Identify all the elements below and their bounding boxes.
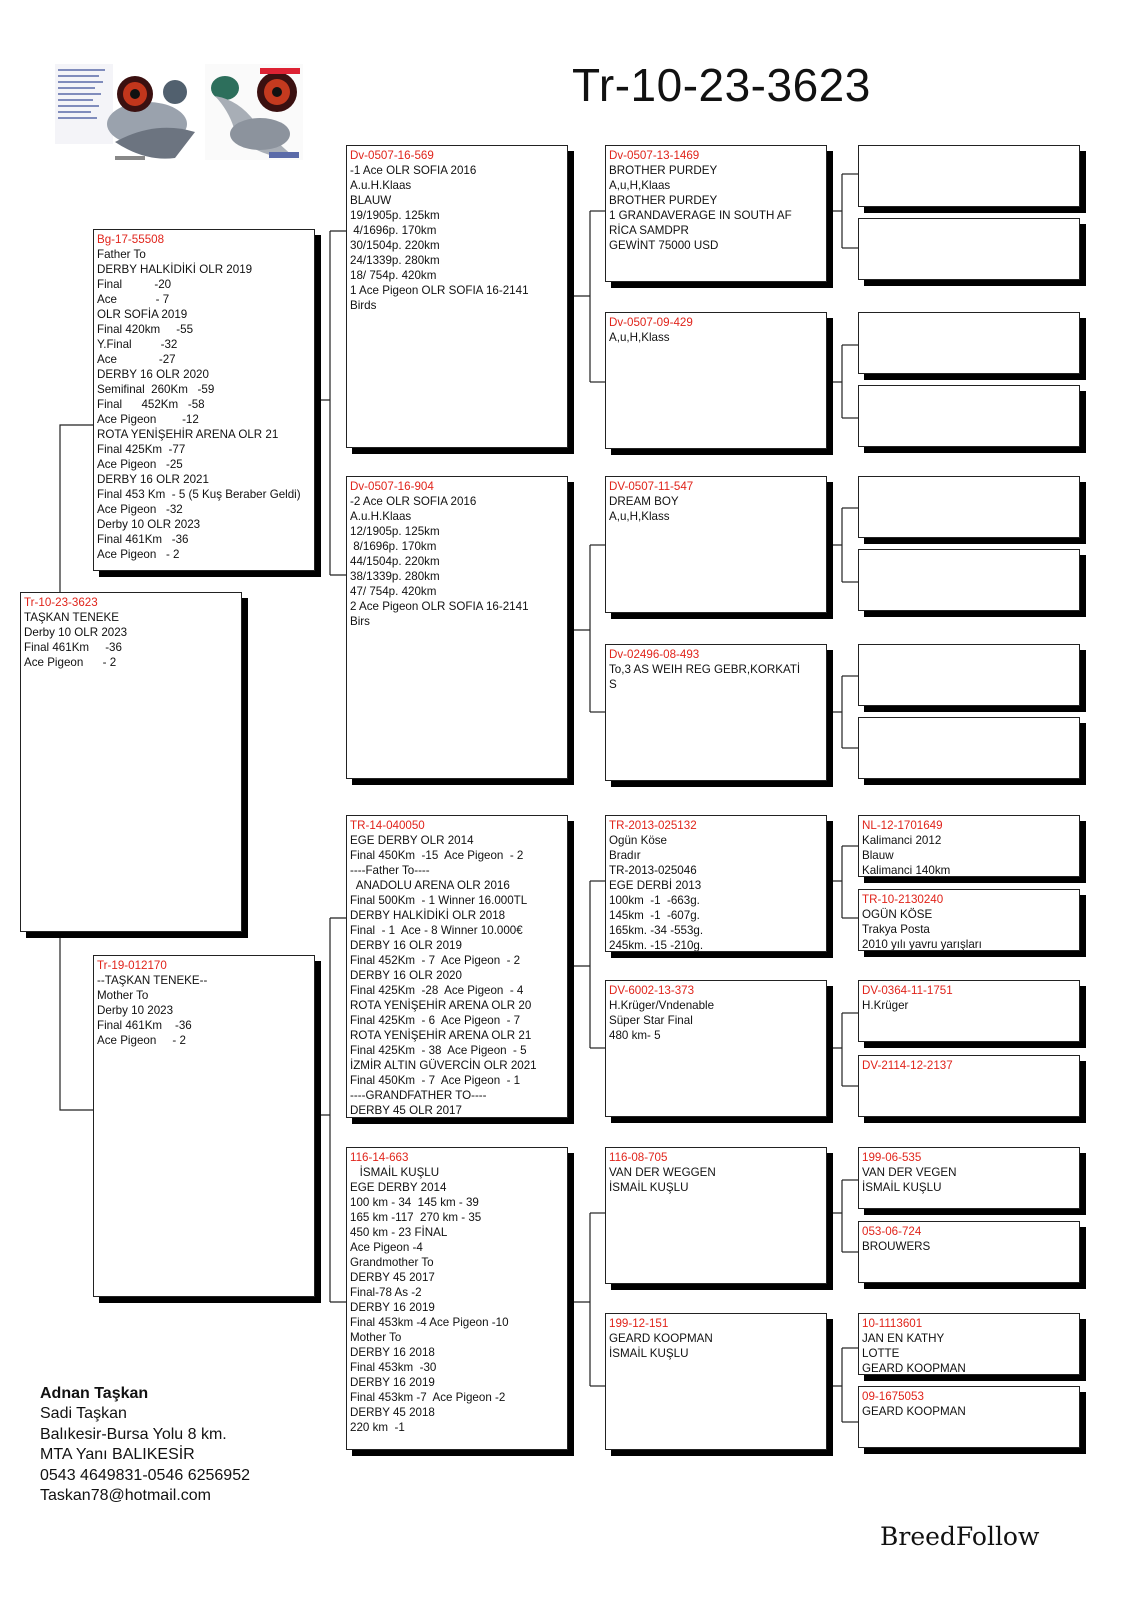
pedigree-line: Kalimanci 140km xyxy=(862,864,951,877)
pedigree-line: Ace Pigeon -32 xyxy=(97,503,183,516)
pedigree-line: Y.Final -32 xyxy=(97,338,178,351)
pedigree-line: Final 452Km -58 xyxy=(97,398,205,411)
pedigree-line: ROTA YENİŞEHİR ARENA OLR 20 xyxy=(350,999,532,1012)
pedigree-line: Ace - 7 xyxy=(97,293,170,306)
pedigree-line: Ace Pigeon -4 xyxy=(350,1241,423,1254)
pedigree-box-sire-dam[interactable] xyxy=(346,476,568,779)
pedigree-line: 44/1504p. 220km xyxy=(350,555,440,568)
pedigree-line: A,u,H,Klass xyxy=(609,331,670,344)
pedigree-line: Derby 10 OLR 2023 xyxy=(97,518,201,531)
pedigree-box-sire-sire-sire[interactable] xyxy=(605,145,827,282)
pedigree-box-subject[interactable] xyxy=(20,592,242,932)
pedigree-line: Final 450Km -15 Ace Pigeon - 2 xyxy=(350,849,524,862)
pedigree-line: ANADOLU ARENA OLR 2016 xyxy=(350,879,510,892)
pedigree-line: DERBY HALKİDİKİ OLR 2019 xyxy=(97,263,253,276)
pedigree-line: İSMAİL KUŞLU xyxy=(350,1166,440,1179)
pedigree-line: LOTTE xyxy=(862,1347,900,1360)
pedigree-box-sire[interactable] xyxy=(93,229,315,571)
ring-number: 199-12-151 xyxy=(609,1317,669,1330)
pedigree-line: 19/1905p. 125km xyxy=(350,209,440,222)
pedigree-line: DERBY 16 OLR 2020 xyxy=(350,969,462,982)
pedigree-line: Semifinal 260Km -59 xyxy=(97,383,215,396)
pedigree-line: DERBY 16 2019 xyxy=(350,1376,435,1389)
pedigree-line: 18/ 754p. 420km xyxy=(350,269,437,282)
ring-number: Dv-0507-09-429 xyxy=(609,316,693,329)
pedigree-box-dam-sire[interactable] xyxy=(346,815,568,1118)
pedigree-line: DERBY HALKİDİKİ OLR 2018 xyxy=(350,909,506,922)
pedigree-line: Ace Pigeon -12 xyxy=(97,413,199,426)
ring-number: 116-08-705 xyxy=(609,1151,668,1164)
pedigree-line: TAŞKAN TENEKE xyxy=(24,611,119,624)
pedigree-box-gen5-3[interactable] xyxy=(858,312,1080,374)
ring-number: 199-06-535 xyxy=(862,1151,922,1164)
pedigree-line: İSMAİL KUŞLU xyxy=(609,1181,689,1194)
pedigree-box-gen5-4[interactable] xyxy=(858,385,1080,447)
ring-number: DV-6002-13-373 xyxy=(609,984,695,997)
pedigree-line: RİCA SAMDPR xyxy=(609,224,689,237)
pedigree-line: --TAŞKAN TENEKE-- xyxy=(97,974,208,987)
pedigree-line: Final 461Km -36 xyxy=(97,1019,192,1032)
pedigree-box-sire-sire[interactable] xyxy=(346,145,568,448)
pedigree-line: EGE DERBY OLR 2014 xyxy=(350,834,474,847)
pedigree-line: OGÜN KÖSE xyxy=(862,908,933,921)
pedigree-line: 2 Ace Pigeon OLR SOFIA 16-2141 xyxy=(350,600,529,613)
pedigree-line: 245km. -15 -210g. xyxy=(609,939,704,952)
pedigree-box-dam-sire-dam-sire[interactable] xyxy=(858,980,1080,1042)
pedigree-line: To,3 AS WEIH REG GEBR,KORKATİ xyxy=(609,663,801,676)
pedigree-line: DERBY 45 2018 xyxy=(350,1406,435,1419)
pedigree-line: TR-2013-025046 xyxy=(609,864,697,877)
pedigree-line: Ace -27 xyxy=(97,353,176,366)
pedigree-line: Ace Pigeon -25 xyxy=(97,458,183,471)
owner-phone: 0543 4649831-0546 6256952 xyxy=(40,1466,250,1484)
pedigree-line: Birs xyxy=(350,615,370,628)
pedigree-box-dam-sire-dam[interactable] xyxy=(605,980,827,1117)
pedigree-line: DERBY 16 2019 xyxy=(350,1301,435,1314)
pedigree-box-gen5-6[interactable] xyxy=(858,549,1080,611)
pedigree-line: A,u,H,Klaas xyxy=(609,179,671,192)
pedigree-box-gen5-8[interactable] xyxy=(858,717,1080,779)
pedigree-line: İSMAİL KUŞLU xyxy=(862,1181,942,1194)
pedigree-line: GEWİNT 75000 USD xyxy=(609,239,719,252)
pedigree-line: Final 453 Km - 5 (5 Kuş Beraber Geldi) xyxy=(97,488,301,501)
pedigree-line: Kalimanci 2012 xyxy=(862,834,942,847)
owner-contact xyxy=(40,1384,250,1506)
owner-line: Balıkesir-Bursa Yolu 8 km. xyxy=(40,1425,227,1443)
ring-number: Tr-10-23-3623 xyxy=(24,596,98,609)
pedigree-line: A.u.H.Klaas xyxy=(350,179,412,192)
pedigree-box-dam-dam-sire[interactable] xyxy=(605,1147,827,1284)
ring-number: DV-0507-11-547 xyxy=(609,480,694,493)
pedigree-line: GEARD KOOPMAN xyxy=(862,1405,966,1418)
pedigree-line: 47/ 754p. 420km xyxy=(350,585,437,598)
pedigree-box-sire-sire-dam[interactable] xyxy=(605,312,827,449)
pedigree-line: 30/1504p. 220km xyxy=(350,239,440,252)
pedigree-line: Trakya Posta xyxy=(862,923,930,936)
page-title: Tr-10-23-3623 xyxy=(572,59,871,111)
pedigree-line: Final 461Km -36 xyxy=(24,641,122,654)
pedigree-line: H.Krüger/Vndenable xyxy=(609,999,715,1012)
pedigree-line: Final - 1 Ace - 8 Winner 10.000€ xyxy=(350,924,523,937)
pedigree-line: Final 425Km - 6 Ace Pigeon - 7 xyxy=(350,1014,521,1027)
pedigree-line: A,u,H,Klass xyxy=(609,510,670,523)
pedigree-line: -2 Ace OLR SOFIA 2016 xyxy=(350,495,477,508)
pedigree-line: Mother To xyxy=(97,989,149,1002)
ring-number: 09-1675053 xyxy=(862,1390,924,1403)
pedigree-line: Final 425Km -77 xyxy=(97,443,186,456)
ring-number: Dv-02496-08-493 xyxy=(609,648,700,661)
pedigree-line: ROTA YENİŞEHİR ARENA OLR 21 xyxy=(97,428,279,441)
pedigree-box-dam-sire-sire-sire[interactable] xyxy=(858,815,1080,877)
pedigree-line: 165km. -34 -553g. xyxy=(609,924,704,937)
pedigree-box-dam-sire-sire[interactable] xyxy=(605,815,827,952)
pedigree-line: Bradır xyxy=(609,849,641,862)
pedigree-line: Final -20 xyxy=(97,278,172,291)
pedigree-line: A.u.H.Klaas xyxy=(350,510,412,523)
pedigree-line: İZMİR ALTIN GÜVERCİN OLR 2021 xyxy=(350,1059,537,1072)
ring-number: Dv-0507-16-904 xyxy=(350,480,434,493)
pedigree-line: 165 km -117 270 km - 35 xyxy=(350,1211,482,1224)
pedigree-box-dam-sire-sire-dam[interactable] xyxy=(858,889,1080,951)
pedigree-line: Ace Pigeon - 2 xyxy=(97,548,180,561)
pedigree-line: Final 461Km -36 xyxy=(97,533,189,546)
ring-number: Dv-0507-13-1469 xyxy=(609,149,700,162)
pedigree-box-dam-dam-dam-dam[interactable] xyxy=(858,1386,1080,1448)
pedigree-line: Final 453km -7 Ace Pigeon -2 xyxy=(350,1391,506,1404)
pedigree-box-dam-dam[interactable] xyxy=(346,1147,568,1450)
owner-line: Sadi Taşkan xyxy=(40,1405,127,1423)
pedigree-line: GEARD KOOPMAN xyxy=(862,1362,966,1375)
pedigree-line: 220 km -1 xyxy=(350,1421,405,1434)
pedigree-box-dam-dam-sire-dam[interactable] xyxy=(858,1221,1080,1283)
pedigree-line: DERBY 45 OLR 2017 xyxy=(350,1104,462,1117)
pedigree-box-gen5-7[interactable] xyxy=(858,644,1080,706)
pedigree-line: DERBY 16 OLR 2021 xyxy=(97,473,209,486)
pedigree-line: GEARD KOOPMAN xyxy=(609,1332,713,1345)
pedigree-line: Final 425Km - 38 Ace Pigeon - 5 xyxy=(350,1044,527,1057)
pedigree-line: Grandmother To xyxy=(350,1256,434,1269)
pedigree-box-dam-dam-dam-sire[interactable] xyxy=(858,1313,1080,1375)
ring-number: NL-12-1701649 xyxy=(862,819,943,832)
pedigree-line: BROUWERS xyxy=(862,1240,931,1253)
pedigree-line: S xyxy=(609,678,617,691)
pedigree-line: DERBY 16 OLR 2019 xyxy=(350,939,462,952)
pedigree-line: ----GRANDFATHER TO---- xyxy=(350,1089,487,1102)
pedigree-line: Final 500Km - 1 Winner 16.000TL xyxy=(350,894,528,907)
ring-number: Tr-19-012170 xyxy=(97,959,167,972)
pedigree-box-gen5-2[interactable] xyxy=(858,218,1080,280)
pedigree-line: DERBY 45 2017 xyxy=(350,1271,435,1284)
ring-number: Dv-0507-16-569 xyxy=(350,149,434,162)
pedigree-line: VAN DER VEGEN xyxy=(862,1166,957,1179)
pedigree-box-dam-dam-dam[interactable] xyxy=(605,1313,827,1450)
pedigree-line: 38/1339p. 280km xyxy=(350,570,440,583)
pedigree-line: ----Father To---- xyxy=(350,864,430,877)
pedigree-line: 1 Ace Pigeon OLR SOFIA 16-2141 xyxy=(350,284,529,297)
owner-line: MTA Yanı BALIKESİR xyxy=(40,1446,195,1464)
pedigree-line: 8/1696p. 170km xyxy=(350,540,437,553)
pedigree-line: 145km -1 -607g. xyxy=(609,909,700,922)
ring-number: TR-14-040050 xyxy=(350,819,425,832)
pedigree-line: JAN EN KATHY xyxy=(862,1332,945,1345)
pedigree-line: 100 km - 34 145 km - 39 xyxy=(350,1196,479,1209)
pedigree-line: Final 450Km - 7 Ace Pigeon - 1 xyxy=(350,1074,521,1087)
ring-number: TR-2013-025132 xyxy=(609,819,697,832)
pedigree-line: 100km -1 -663g. xyxy=(609,894,700,907)
pedigree-line: OLR SOFİA 2019 xyxy=(97,308,188,321)
pedigree-line: EGE DERBY 2014 xyxy=(350,1181,447,1194)
pedigree-box-dam[interactable] xyxy=(93,955,315,1297)
pedigree-line: Birds xyxy=(350,299,377,312)
pedigree-line: 4/1696p. 170km xyxy=(350,224,437,237)
pedigree-line: EGE DERBİ 2013 xyxy=(609,879,702,892)
pedigree-line: 2010 yılı yavru yarışları xyxy=(862,938,982,951)
pedigree-box-gen5-1[interactable] xyxy=(858,145,1080,207)
pedigree-box-dam-dam-sire-sire[interactable] xyxy=(858,1147,1080,1209)
pedigree-line: -1 Ace OLR SOFIA 2016 xyxy=(350,164,477,177)
pedigree-line: DERBY 16 2018 xyxy=(350,1346,435,1359)
pedigree-line: VAN DER WEGGEN xyxy=(609,1166,716,1179)
pedigree-line: 24/1339p. 280km xyxy=(350,254,440,267)
pedigree-line: Süper Star Final xyxy=(609,1014,693,1027)
pedigree-box-gen5-5[interactable] xyxy=(858,476,1080,538)
ring-number: DV-2114-12-2137 xyxy=(862,1059,953,1072)
pedigree-line: Derby 10 2023 xyxy=(97,1004,174,1017)
ring-number: TR-10-2130240 xyxy=(862,893,944,906)
brand-logo-text: BreedFollow xyxy=(880,1522,1040,1551)
pedigree-line: 1 GRANDAVERAGE IN SOUTH AF xyxy=(609,209,792,222)
pedigree-line: 12/1905p. 125km xyxy=(350,525,440,538)
pedigree-box-sire-dam-dam[interactable] xyxy=(605,644,827,781)
pedigree-line: Father To xyxy=(97,248,146,261)
owner-email[interactable]: Taskan78@hotmail.com xyxy=(40,1487,211,1505)
pedigree-line: Final 425Km -28 Ace Pigeon - 4 xyxy=(350,984,524,997)
pedigree-line: H.Krüger xyxy=(862,999,909,1012)
pedigree-line: Final 453km -30 xyxy=(350,1361,437,1374)
pedigree-line: BROTHER PURDEY xyxy=(609,164,718,177)
pedigree-line: Blauw xyxy=(862,849,894,862)
pedigree-line: İSMAİL KUŞLU xyxy=(609,1347,689,1360)
ring-number: 053-06-724 xyxy=(862,1225,922,1238)
owner-name: Adnan Taşkan xyxy=(40,1385,149,1402)
pedigree-line: Ogün Köse xyxy=(609,834,668,847)
ring-number: Bg-17-55508 xyxy=(97,233,165,246)
pedigree-line: Ace Pigeon - 2 xyxy=(97,1034,186,1047)
pedigree-line: Final 420km -55 xyxy=(97,323,194,336)
pedigree-line: DREAM BOY xyxy=(609,495,679,508)
pedigree-line: Mother To xyxy=(350,1331,402,1344)
pedigree-line: 480 km- 5 xyxy=(609,1029,661,1042)
ring-number: DV-0364-11-1751 xyxy=(862,984,953,997)
pedigree-line: BLAUW xyxy=(350,194,392,207)
pedigree-line: Final-78 As -2 xyxy=(350,1286,422,1299)
pedigree-box-sire-dam-sire[interactable] xyxy=(605,476,827,613)
ring-number: 116-14-663 xyxy=(350,1151,409,1164)
pedigree-box-dam-sire-dam-dam[interactable] xyxy=(858,1055,1080,1117)
pedigree-line: Final 452Km - 7 Ace Pigeon - 2 xyxy=(350,954,521,967)
pedigree-line: DERBY 16 OLR 2020 xyxy=(97,368,209,381)
pedigree-line: Derby 10 OLR 2023 xyxy=(24,626,128,639)
pedigree-line: ROTA YENİŞEHİR ARENA OLR 21 xyxy=(350,1029,532,1042)
pedigree-line: BROTHER PURDEY xyxy=(609,194,718,207)
pedigree-line: Ace Pigeon - 2 xyxy=(24,656,117,669)
pedigree-line: Final 453km -4 Ace Pigeon -10 xyxy=(350,1316,509,1329)
pedigree-line: 450 km - 23 FİNAL xyxy=(350,1226,448,1239)
ring-number: 10-1113601 xyxy=(862,1317,923,1330)
